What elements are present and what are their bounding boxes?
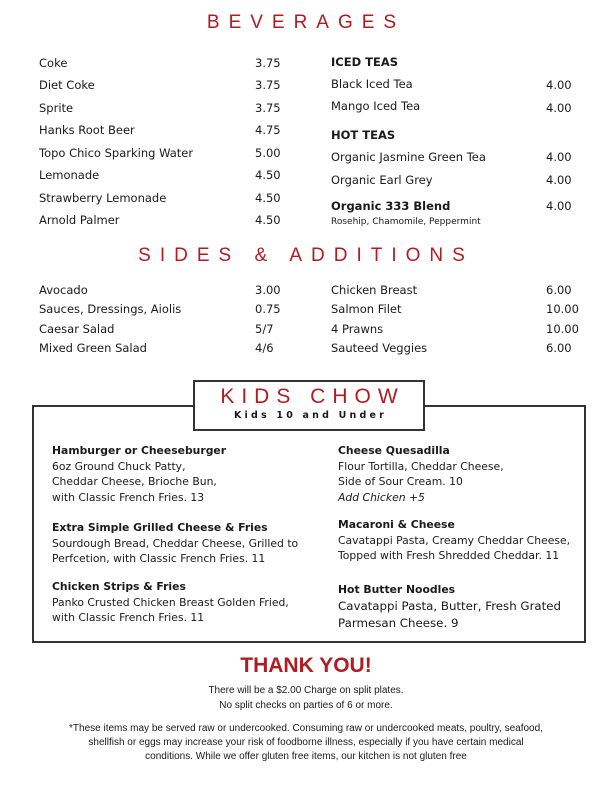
menu-item-price: 4.00 <box>546 199 572 213</box>
menu-item-price: 3.75 <box>255 101 281 115</box>
menu-item-name: Chicken Breast <box>331 283 418 297</box>
menu-item-name: Caesar Salad <box>39 322 115 336</box>
kids-item-description: Flour Tortilla, Cheddar Cheese, <box>338 459 504 473</box>
menu-item-price: 5/7 <box>255 322 274 336</box>
menu-item-name: Organic Jasmine Green Tea <box>331 150 486 164</box>
kids-subtitle: Kids 10 and Under <box>234 410 387 421</box>
menu-item-name: Organic Earl Grey <box>331 173 433 187</box>
iced-teas-heading: ICED TEAS <box>331 55 399 69</box>
kids-item-description: Cavatappi Pasta, Butter, Fresh Grated <box>338 599 562 613</box>
menu-item-price: 10.00 <box>546 302 579 316</box>
kids-item-description: with Classic French Fries. 11 <box>52 611 205 624</box>
disclaimer-line: *These items may be served raw or undercooked. Consuming raw or undercooked meats, poultry, seafood, <box>69 723 543 734</box>
kids-item-name: Hot Butter Noodles <box>338 583 456 596</box>
kids-title-box <box>193 380 425 431</box>
kids-menu-item <box>338 443 504 505</box>
menu-item-price: 3.75 <box>255 78 281 92</box>
menu-item-name: Organic 333 Blend <box>331 199 451 213</box>
kids-item-description: Side of Sour Cream. 10 <box>338 475 463 488</box>
kids-item-name: Cheese Quesadilla <box>338 444 450 457</box>
kids-menu-item <box>52 443 226 505</box>
hot-teas-heading: HOT TEAS <box>331 128 396 142</box>
menu-item-price: 4.00 <box>546 150 572 164</box>
menu-item-name: Diet Coke <box>39 78 95 92</box>
beverages-title: BEVERAGES <box>206 12 406 33</box>
menu-item-price: 4/6 <box>255 341 274 355</box>
kids-item-addon: Add Chicken +5 <box>338 490 425 504</box>
kids-item-description: with Classic French Fries. 13 <box>52 490 205 504</box>
menu-item-price: 5.00 <box>255 146 281 160</box>
menu-item-price: 3.00 <box>255 283 281 297</box>
sides-title: SIDES & ADDITIONS <box>138 245 474 266</box>
menu-item-price: 4.50 <box>255 191 281 205</box>
menu-item-name: Hanks Root Beer <box>39 123 135 137</box>
menu-item-name: Strawberry Lemonade <box>39 191 167 205</box>
menu-item-price: 3.75 <box>255 56 281 70</box>
kids-item-description: Topped with Fresh Shredded Cheddar. 11 <box>338 549 560 562</box>
kids-item-description: Perfcetion, with Classic French Fries. 11 <box>52 552 266 565</box>
menu-item-price: 4.75 <box>255 123 281 137</box>
menu-item-price: 6.00 <box>546 341 572 355</box>
kids-item-name: Chicken Strips & Fries <box>52 580 186 593</box>
menu-item-name: Black Iced Tea <box>331 77 413 91</box>
disclaimer-line: conditions. While we offer gluten free items, our kitchen is not gluten free <box>145 751 467 762</box>
kids-item-name: Macaroni & Cheese <box>338 518 455 531</box>
menu-item-price: 6.00 <box>546 283 572 297</box>
menu-item-price: 0.75 <box>255 302 281 316</box>
kids-item-name: Extra Simple Grilled Cheese & Fries <box>52 521 268 534</box>
menu-item-description: Rosehip, Chamomile, Peppermint <box>331 217 481 227</box>
kids-title: KIDS CHOW <box>220 385 405 408</box>
kids-item-description: Parmesan Cheese. 9 <box>338 616 459 630</box>
menu-item-price: 4.00 <box>546 101 572 115</box>
menu-item-name: Sauces, Dressings, Aiolis <box>39 302 182 316</box>
menu-item-price: 10.00 <box>546 322 579 336</box>
menu-item-name: Topo Chico Sparking Water <box>39 146 194 160</box>
split-plate-note: There will be a $2.00 Charge on split plates. <box>208 685 404 696</box>
menu-item-price: 4.50 <box>255 168 281 182</box>
menu-item-name: Avocado <box>39 283 88 297</box>
disclaimer-line: shellfish or eggs may increase your risk of foodborne illness, especially if you have certain medical <box>88 737 524 748</box>
thank-you-heading: THANK YOU! <box>240 654 372 677</box>
kids-item-description: Cavatappi Pasta, Creamy Cheddar Cheese, <box>338 533 571 547</box>
menu-item-name: Mixed Green Salad <box>39 341 147 355</box>
menu-item-name: Sprite <box>39 101 74 115</box>
kids-item-description: Cheddar Cheese, Brioche Bun, <box>52 475 217 488</box>
kids-menu-item <box>52 520 298 567</box>
menu-item-name: Arnold Palmer <box>39 213 120 227</box>
split-check-note: No split checks on parties of 6 or more. <box>219 700 393 711</box>
kids-item-description: Sourdough Bread, Cheddar Cheese, Grilled to <box>52 536 299 550</box>
kids-menu-item <box>338 581 561 632</box>
menu-item-price: 4.00 <box>546 78 572 92</box>
kids-item-name: Hamburger or Cheeseburger <box>52 444 227 457</box>
menu-item-price: 4.00 <box>546 173 572 187</box>
menu-item-name: 4 Prawns <box>331 322 384 336</box>
menu-item-name: Salmon Filet <box>331 302 402 316</box>
menu-item-name: Lemonade <box>39 168 100 182</box>
kids-menu-item <box>52 579 289 626</box>
kids-item-description: 6oz Ground Chuck Patty, <box>52 459 186 473</box>
menu-item-name: Coke <box>39 56 68 70</box>
kids-item-description: Panko Crusted Chicken Breast Golden Fried, <box>52 595 289 609</box>
menu-item-name: Sauteed Veggies <box>331 341 428 355</box>
menu-item-name: Mango Iced Tea <box>331 99 421 113</box>
menu-item-price: 4.50 <box>255 213 281 227</box>
kids-menu-item <box>338 517 570 564</box>
